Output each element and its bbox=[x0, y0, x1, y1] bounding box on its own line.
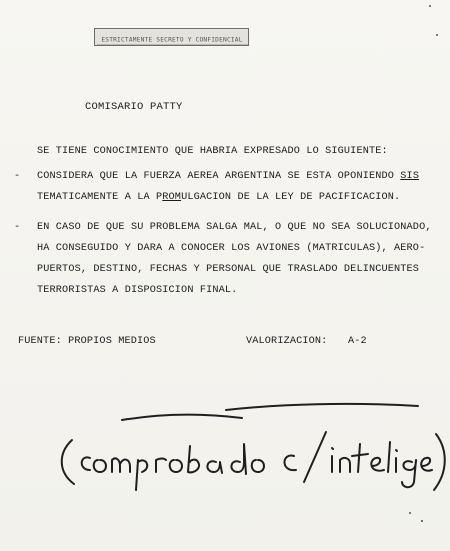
item1-line1-text: CONSIDERA QUE LA FUERZA AEREA ARGENTINA SE ESTA OPONIENDO bbox=[37, 171, 401, 182]
item2-line2: HA CONSEGUIDO Y DARA A CONOCER LOS AVIONES (MATRICULAS), AERO- bbox=[37, 243, 426, 254]
document-title: COMISARIO PATTY bbox=[85, 101, 183, 113]
rating-label: VALORIZACION: bbox=[246, 336, 328, 347]
scan-speck bbox=[421, 520, 423, 522]
item2-line4: TERRORISTAS A DISPOSICION FINAL. bbox=[37, 285, 238, 296]
item1-line2-underlined: ROM bbox=[162, 192, 182, 203]
item1-line2 bbox=[37, 193, 400, 203]
scan-speck bbox=[436, 34, 438, 36]
item2-line1: EN CASO DE QUE SU PROBLEMA SALGA MAL, O QUE NO SEA SOLUCIONADO, bbox=[37, 222, 432, 233]
intro-line: SE TIENE CONOCIMIENTO QUE HABRIA EXPRESADO LO SIGUIENTE: bbox=[37, 146, 388, 157]
item1-line2-text-a: TEMATICAMENTE A LA P bbox=[37, 192, 163, 203]
item2-line3: PUERTOS, DESTINO, FECHAS Y PERSONAL QUE TRASLADO DELINCUENTES bbox=[37, 264, 420, 275]
item1-line2-text-c: ULGACION DE LA LEY DE PACIFICACION. bbox=[181, 192, 401, 203]
bullet-marker-2: - bbox=[14, 222, 21, 233]
scan-speck bbox=[409, 512, 411, 514]
handwritten-annotation bbox=[50, 398, 450, 508]
item1-line1 bbox=[37, 172, 419, 182]
bullet-marker-1: - bbox=[14, 171, 21, 182]
source-label: FUENTE: PROPIOS MEDIOS bbox=[18, 336, 156, 347]
rating-value: A-2 bbox=[348, 336, 367, 347]
stamp-text: ESTRICTAMENTE SECRETO Y CONFIDENCIAL bbox=[101, 36, 243, 44]
scan-speck bbox=[429, 5, 431, 7]
classification-stamp bbox=[94, 28, 249, 46]
item1-line1-underlined: SIS bbox=[400, 171, 420, 182]
